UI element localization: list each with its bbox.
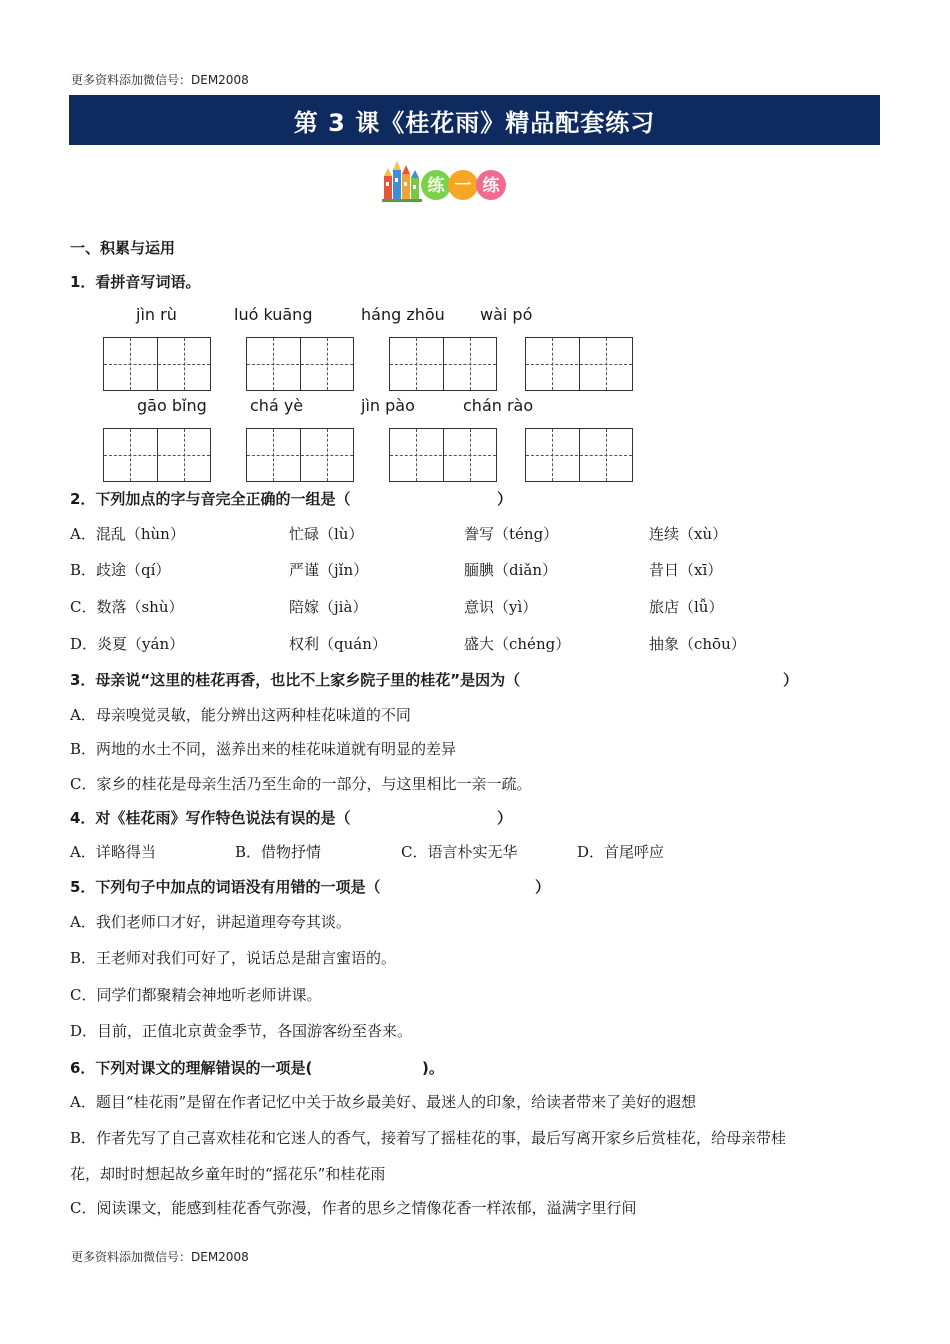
q5-option[interactable]: B．王老师对我们可好了，说话总是甜言蜜语的。 bbox=[70, 949, 397, 967]
pinyin-6: chá yè bbox=[250, 396, 304, 415]
pinyin-7: jìn pào bbox=[361, 396, 415, 415]
q4-option[interactable]: C．语言朴实无华 bbox=[401, 843, 518, 861]
q2-option[interactable]: 盛大（chéng） bbox=[464, 635, 571, 653]
q2-option[interactable]: 昔日（xī） bbox=[649, 561, 723, 579]
q6-close: )。 bbox=[422, 1059, 444, 1077]
q2-option[interactable]: 权利（quán） bbox=[289, 635, 387, 653]
q6-option-continued: 花，却时时想起故乡童年时的“摇花乐”和桂花雨 bbox=[70, 1165, 386, 1183]
q4-option[interactable]: B．借物抒情 bbox=[235, 843, 322, 861]
q2-option[interactable]: 意识（yì） bbox=[464, 598, 538, 616]
logo-char-3: 练 bbox=[482, 176, 500, 196]
q2-option[interactable]: 忙碌（lù） bbox=[289, 525, 364, 543]
q2-option[interactable]: 严谨（jǐn） bbox=[289, 561, 369, 579]
q3-option[interactable]: A．母亲嗅觉灵敏，能分辨出这两种桂花味道的不同 bbox=[70, 706, 411, 724]
writing-grid[interactable] bbox=[103, 428, 211, 482]
q3-option[interactable]: C．家乡的桂花是母亲生活乃至生命的一部分，与这里相比一亲一疏。 bbox=[70, 775, 532, 793]
writing-grid[interactable] bbox=[246, 337, 354, 391]
writing-grid[interactable] bbox=[389, 337, 497, 391]
building-pencils-icon bbox=[382, 161, 422, 202]
page-title-text: 第 3 课《桂花雨》精品配套练习 bbox=[293, 108, 656, 137]
page-title bbox=[69, 95, 880, 145]
q2-option[interactable]: 腼腆（diǎn） bbox=[464, 561, 558, 579]
q5-option[interactable]: A．我们老师口才好，讲起道理夸夸其谈。 bbox=[70, 913, 351, 931]
q2-option[interactable]: D．炎夏（yán） bbox=[70, 635, 185, 653]
q5-option[interactable]: D．目前，正值北京黄金季节，各国游客纷至沓来。 bbox=[70, 1022, 413, 1040]
pinyin-4: wài pó bbox=[480, 305, 533, 324]
q2-option[interactable]: 陪嫁（jià） bbox=[289, 598, 368, 616]
q2-option[interactable]: 旅店（lǚ） bbox=[649, 598, 724, 616]
q2-option[interactable]: 抽象（chōu） bbox=[649, 635, 746, 653]
q2-option[interactable]: 连续（xù） bbox=[649, 525, 728, 543]
q1-label: 1．看拼音写词语。 bbox=[70, 273, 201, 291]
q3-option[interactable]: B．两地的水土不同，滋养出来的桂花味道就有明显的差异 bbox=[70, 740, 457, 758]
q2-option[interactable]: 誊写（téng） bbox=[464, 525, 559, 543]
q6-option[interactable]: A．题目“桂花雨”是留在作者记忆中关于故乡最美好、最迷人的印象，给读者带来了美好的遐想 bbox=[70, 1093, 697, 1111]
q3-label: 3．母亲说“这里的桂花再香，也比不上家乡院子里的桂花”是因为（ bbox=[70, 671, 521, 689]
practice-logo bbox=[382, 158, 512, 204]
writing-grid[interactable] bbox=[525, 428, 633, 482]
q2-option[interactable]: A．混乱（hùn） bbox=[70, 525, 185, 543]
logo-char-1: 练 bbox=[427, 176, 445, 196]
logo-char-2: 一 bbox=[454, 176, 472, 196]
q4-option[interactable]: D．首尾呼应 bbox=[577, 843, 665, 861]
q5-close: ） bbox=[535, 878, 551, 896]
q6-option[interactable]: C．阅读课文，能感到桂花香气弥漫，作者的思乡之情像花香一样浓郁，溢满字里行间 bbox=[70, 1199, 637, 1217]
pinyin-5: gāo bǐng bbox=[137, 396, 207, 415]
pinyin-3: háng zhōu bbox=[361, 305, 445, 324]
writing-grid[interactable] bbox=[103, 337, 211, 391]
pinyin-8: chán rào bbox=[463, 396, 534, 415]
q2-option[interactable]: B．歧途（qí） bbox=[70, 561, 171, 579]
footer-note: 更多资料添加微信号：DEM2008 bbox=[71, 1250, 249, 1264]
q3-close: ） bbox=[783, 671, 799, 689]
q6-label: 6．下列对课文的理解错误的一项是( bbox=[70, 1059, 313, 1077]
q4-option[interactable]: A．详略得当 bbox=[70, 843, 156, 861]
q2-option[interactable]: C．数落（shù） bbox=[70, 598, 184, 616]
q4-close: ） bbox=[497, 809, 513, 827]
q5-label: 5．下列句子中加点的词语没有用错的一项是（ bbox=[70, 878, 381, 896]
pinyin-1: jìn rù bbox=[136, 305, 177, 324]
header-note: 更多资料添加微信号：DEM2008 bbox=[71, 73, 249, 87]
q4-label: 4．对《桂花雨》写作特色说法有误的是（ bbox=[70, 809, 351, 827]
writing-grid[interactable] bbox=[246, 428, 354, 482]
writing-grid[interactable] bbox=[389, 428, 497, 482]
q2-label: 2．下列加点的字与音完全正确的一组是（ bbox=[70, 490, 351, 508]
writing-grid[interactable] bbox=[525, 337, 633, 391]
section-heading: 一、积累与运用 bbox=[70, 239, 176, 257]
q6-option[interactable]: B．作者先写了自己喜欢桂花和它迷人的香气，接着写了摇桂花的事，最后写离开家乡后赏桂花，给母亲带桂 bbox=[70, 1129, 787, 1147]
q2-close: ） bbox=[497, 490, 513, 508]
q5-option[interactable]: C．同学们都聚精会神地听老师讲课。 bbox=[70, 986, 322, 1004]
pinyin-2: luó kuāng bbox=[234, 305, 313, 324]
